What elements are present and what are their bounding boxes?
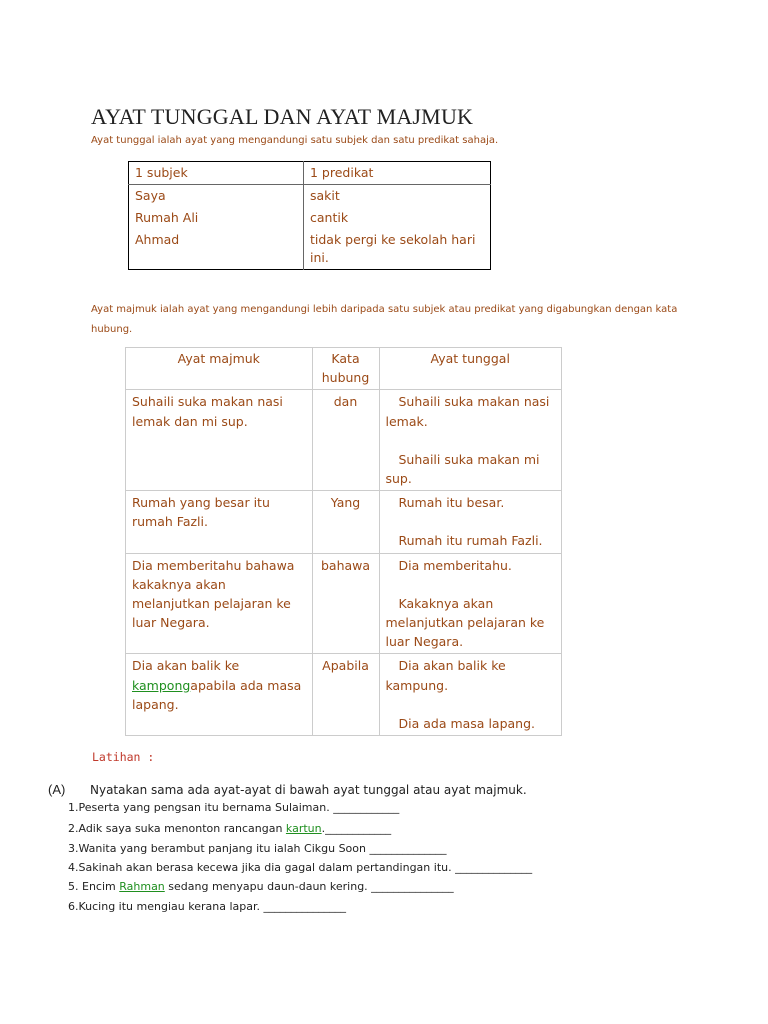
cell-kata-hubung: Yang	[312, 491, 379, 553]
cell-kata-hubung: bahawa	[312, 553, 379, 654]
cell-ayat-majmuk: Rumah yang besar itu rumah Fazli.	[126, 491, 313, 553]
cell-kata-hubung: dan	[312, 390, 379, 491]
ayat-tunggal-2: Dia ada masa lapang.	[398, 715, 535, 731]
spelling-flag-rahman: Rahman	[119, 880, 165, 893]
header-subjek: 1 subjek	[129, 162, 304, 185]
ayat-tunggal-1: Suhaili suka makan nasi lemak.	[385, 394, 550, 429]
table-ayat-majmuk	[125, 347, 562, 736]
table-ayat-tunggal	[128, 161, 491, 270]
ayat-tunggal-2: Kakaknya akan melanjutkan pelajaran ke luar Negara.	[385, 595, 545, 650]
majmuk-text-post: apabila ada masa lapang.	[132, 677, 302, 712]
question-text: 6.Kucing itu mengiau kerana lapar. _______________	[68, 900, 346, 913]
table-row	[129, 207, 491, 229]
definition-ayat-majmuk: Ayat majmuk ialah ayat yang mengandungi lebih daripada satu subjek atau predikat yang digabungkan dengan kata hubung.	[91, 304, 678, 335]
question-text: 1.Peserta yang pengsan itu bernama Sulaiman. ____________	[68, 801, 400, 814]
question-item	[68, 842, 447, 855]
ayat-tunggal-1: Rumah itu besar.	[398, 495, 505, 511]
section-a-instruction	[48, 782, 527, 797]
table-header-row	[126, 348, 562, 390]
table-row	[126, 390, 562, 491]
header-ayat-majmuk: Ayat majmuk	[126, 348, 313, 390]
cell-predikat: cantik	[310, 210, 349, 225]
question-text: 4.Sakinah akan berasa kecewa jika dia gagal dalam pertandingan itu. ______________	[68, 861, 533, 874]
question-item	[68, 822, 391, 835]
question-text: 2.Adik saya suka menonton rancangan	[68, 822, 286, 835]
cell-ayat-majmuk: Suhaili suka makan nasi lemak dan mi sup.	[126, 390, 313, 491]
question-item	[68, 900, 346, 913]
instruction-text: Nyatakan sama ada ayat-ayat di bawah ayat tunggal atau ayat majmuk.	[90, 783, 527, 797]
question-text: 5. Encim	[68, 880, 120, 893]
cell-ayat-majmuk	[126, 654, 313, 736]
cell-predikat: tidak pergi ke sekolah hari ini.	[310, 232, 476, 265]
table-row	[126, 553, 562, 654]
table-row	[129, 185, 491, 208]
cell-kata-hubung: Apabila	[312, 654, 379, 736]
header-predikat: 1 predikat	[304, 162, 491, 185]
cell-ayat-tunggal	[379, 553, 562, 654]
spelling-flag-kartun: kartun	[285, 822, 322, 835]
question-text-post: sedang menyapu daun-daun kering. _______________	[164, 880, 454, 893]
cell-subjek: Saya	[129, 185, 304, 208]
cell-ayat-tunggal	[379, 491, 562, 553]
ayat-tunggal-2: Suhaili suka makan mi sup.	[385, 451, 540, 487]
question-item	[68, 880, 454, 893]
cell-subjek: Rumah Ali	[129, 207, 304, 229]
table-row	[126, 491, 562, 553]
table-row	[126, 654, 562, 736]
question-text: 3.Wanita yang berambut panjang itu ialah Cikgu Soon ______________	[68, 842, 447, 855]
header-ayat-tunggal: Ayat tunggal	[379, 348, 562, 390]
cell-ayat-majmuk: Dia memberitahu bahawa kakaknya akan melanjutkan pelajaran ke luar Negara.	[126, 553, 313, 654]
definition-ayat-tunggal: Ayat tunggal ialah ayat yang mengandungi satu subjek dan satu predikat sahaja.	[91, 135, 499, 146]
question-item	[68, 801, 399, 814]
table-row	[129, 229, 491, 270]
cell-ayat-tunggal	[379, 654, 562, 736]
ayat-tunggal-1: Dia memberitahu.	[398, 557, 512, 573]
ayat-tunggal-2: Rumah itu rumah Fazli.	[398, 533, 543, 549]
cell-ayat-tunggal	[379, 390, 562, 491]
spelling-flag-kampong: kampong	[132, 677, 191, 693]
ayat-tunggal-1: Dia akan balik ke kampung.	[385, 658, 506, 693]
table-header-row	[129, 162, 491, 185]
question-item	[68, 861, 532, 874]
header-kata-hubung: Kata hubung	[312, 348, 379, 390]
cell-predikat: sakit	[310, 188, 340, 203]
question-text-post: .____________	[321, 822, 392, 835]
section-a-label: (A)	[48, 782, 66, 797]
majmuk-text-pre: Dia akan balik ke	[132, 658, 240, 674]
page-title: AYAT TUNGGAL DAN AYAT MAJMUK	[91, 104, 474, 129]
latihan-heading: Latihan :	[92, 750, 155, 764]
cell-subjek: Ahmad	[129, 229, 304, 270]
